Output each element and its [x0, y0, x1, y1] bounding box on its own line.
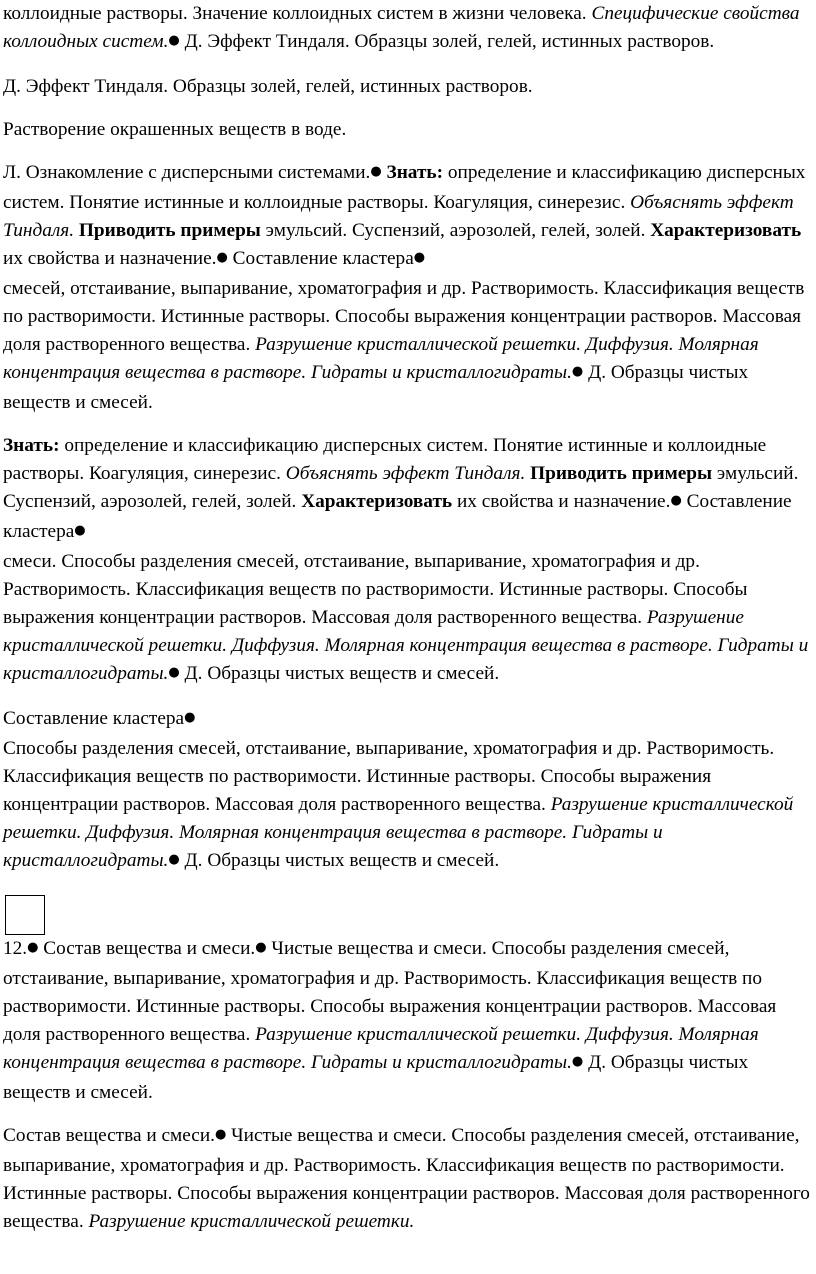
text-run: 12.	[3, 938, 28, 959]
bullet-icon: ●	[413, 250, 426, 265]
bullet-icon: ●	[74, 523, 86, 538]
paragraph-item-12	[3, 935, 815, 1107]
text-run: смеси. Способы разделения смесей, отстаивание, выпаривание, хроматография и др. Растворимость. Классификация веществ по растворимости. Истинные растворы. Способы выражения концентрации растворов. Массовая доля растворенного вещества.	[3, 551, 748, 628]
text-run: Составление кластера	[3, 491, 792, 542]
text-run: Составление кластера	[227, 248, 414, 269]
text-run: эмульсий. Суспензий, аэрозолей, гелей, золей.	[260, 220, 651, 241]
text-run: Составление кластера	[3, 708, 185, 729]
text-run-bold: Характеризовать	[650, 220, 802, 241]
text-run: Состав вещества и смеси.	[3, 1125, 215, 1146]
text-run: Способы разделения смесей, отстаивание, выпаривание, хроматография и др. Растворимость. Классификация веществ по растворимости. Истинные растворы. Способы выражения концентрации растворов. Массовая доля растворенного вещества.	[3, 738, 775, 815]
text-run-italic: Разрушение кристаллической решетки.	[88, 1211, 415, 1232]
text-run: Д. Образцы чистых веществ и смесей.	[179, 663, 500, 684]
text-run: их свойства и назначение.	[452, 491, 671, 512]
bullet-icon: ●	[168, 665, 180, 680]
bullet-icon: ●	[168, 33, 180, 48]
paragraph-colloids	[3, 0, 815, 58]
paragraph-dispersed-systems	[3, 159, 815, 417]
text-run-italic: Специфические свойства коллоидных систем.	[3, 3, 800, 52]
paragraph-dissolution	[3, 116, 815, 144]
text-run: Д. Эффект Тиндаля. Образцы золей, гелей, истинных растворов.	[179, 31, 715, 52]
text-run: Растворение окрашенных веществ в воде.	[3, 119, 347, 140]
bullet-icon: ●	[184, 710, 196, 725]
text-run-italic: Разрушение кристаллической решетки. Диффузия. Молярная концентрация вещества в растворе. Гидраты и кристаллогидраты.	[3, 1024, 759, 1073]
bullet-icon: ●	[370, 164, 382, 179]
text-run-bold: Знать:	[3, 435, 60, 456]
text-run: смесей, отстаивание, выпаривание, хроматография и др. Растворимость. Классификация веществ по растворимости. Истинные растворы. Способы выражения концентрации растворов. Массовая доля растворенного вещества.	[3, 278, 805, 355]
text-run: Чистые вещества и смеси. Способы разделения смесей, отстаивание, выпаривание, хроматография и др. Растворимость. Классификация веществ по растворимости. Истинные растворы. Способы выражения концентрации растворов. Массовая доля растворенного вещества.	[3, 1125, 810, 1232]
text-run: коллоидные растворы. Значение коллоидных систем в жизни человека.	[3, 3, 592, 24]
text-run: Л. Ознакомление с дисперсными системами.	[3, 162, 371, 183]
text-run: Д. Образцы чистых веществ и смесей.	[3, 362, 749, 413]
text-run-bold: Характеризовать	[301, 491, 453, 512]
text-run: определение и классификацию дисперсных систем. Понятие истинные и коллоидные растворы. Коагуляция, синерезис.	[3, 162, 806, 213]
text-run: Состав вещества и смеси.	[38, 938, 256, 959]
text-run: Д. Эффект Тиндаля. Образцы золей, гелей, истинных растворов.	[3, 76, 533, 97]
text-run: определение и классификацию дисперсных систем. Понятие истинные и коллоидные растворы. Коагуляция, синерезис.	[3, 435, 767, 484]
text-run: их свойства и назначение.	[3, 248, 217, 269]
text-run-bold: Приводить примеры	[530, 463, 713, 484]
image-placeholder	[5, 895, 45, 935]
text-run-italic: Разрушение кристаллической решетки. Диффузия. Молярная концентрация вещества в растворе. Гидраты и кристаллогидраты.	[3, 607, 809, 684]
paragraph-cluster	[3, 705, 815, 877]
text-run: эмульсий. Суспензий, аэрозолей, гелей, золей.	[3, 463, 799, 512]
text-run-italic: Разрушение кристаллической решетки. Диффузия. Молярная концентрация вещества в растворе. Гидраты и кристаллогидраты.	[3, 334, 759, 383]
bullet-icon: ●	[168, 852, 180, 867]
text-run-italic: Объяснять эффект Тиндаля.	[3, 192, 794, 241]
text-run-bold: Знать:	[386, 162, 444, 183]
text-run: Д. Образцы чистых веществ и смесей.	[179, 850, 500, 871]
bullet-icon: ●	[255, 940, 267, 955]
paragraph-composition	[3, 1122, 815, 1236]
text-run-italic: Объяснять эффект Тиндаля.	[285, 463, 526, 484]
paragraph-know	[3, 432, 815, 690]
text-run-bold: Приводить примеры	[78, 220, 261, 241]
text-run: Д. Образцы чистых веществ и смесей.	[3, 1052, 749, 1103]
bullet-icon: ●	[216, 250, 228, 265]
text-run: Чистые вещества и смеси. Способы разделения смесей, отстаивание, выпаривание, хроматография и др. Растворимость. Классификация веществ по растворимости. Истинные растворы. Способы выражения концентрации растворов. Массовая доля растворенного вещества.	[3, 938, 777, 1045]
text-run-italic: Разрушение кристаллической решетки. Диффузия. Молярная концентрация вещества в растворе. Гидраты и кристаллогидраты.	[3, 794, 794, 871]
bullet-icon: ●	[214, 1127, 227, 1142]
bullet-icon: ●	[571, 364, 584, 379]
bullet-icon: ●	[27, 940, 39, 955]
bullet-icon: ●	[571, 1054, 584, 1069]
bullet-icon: ●	[670, 493, 682, 508]
paragraph-tyndall	[3, 73, 815, 101]
